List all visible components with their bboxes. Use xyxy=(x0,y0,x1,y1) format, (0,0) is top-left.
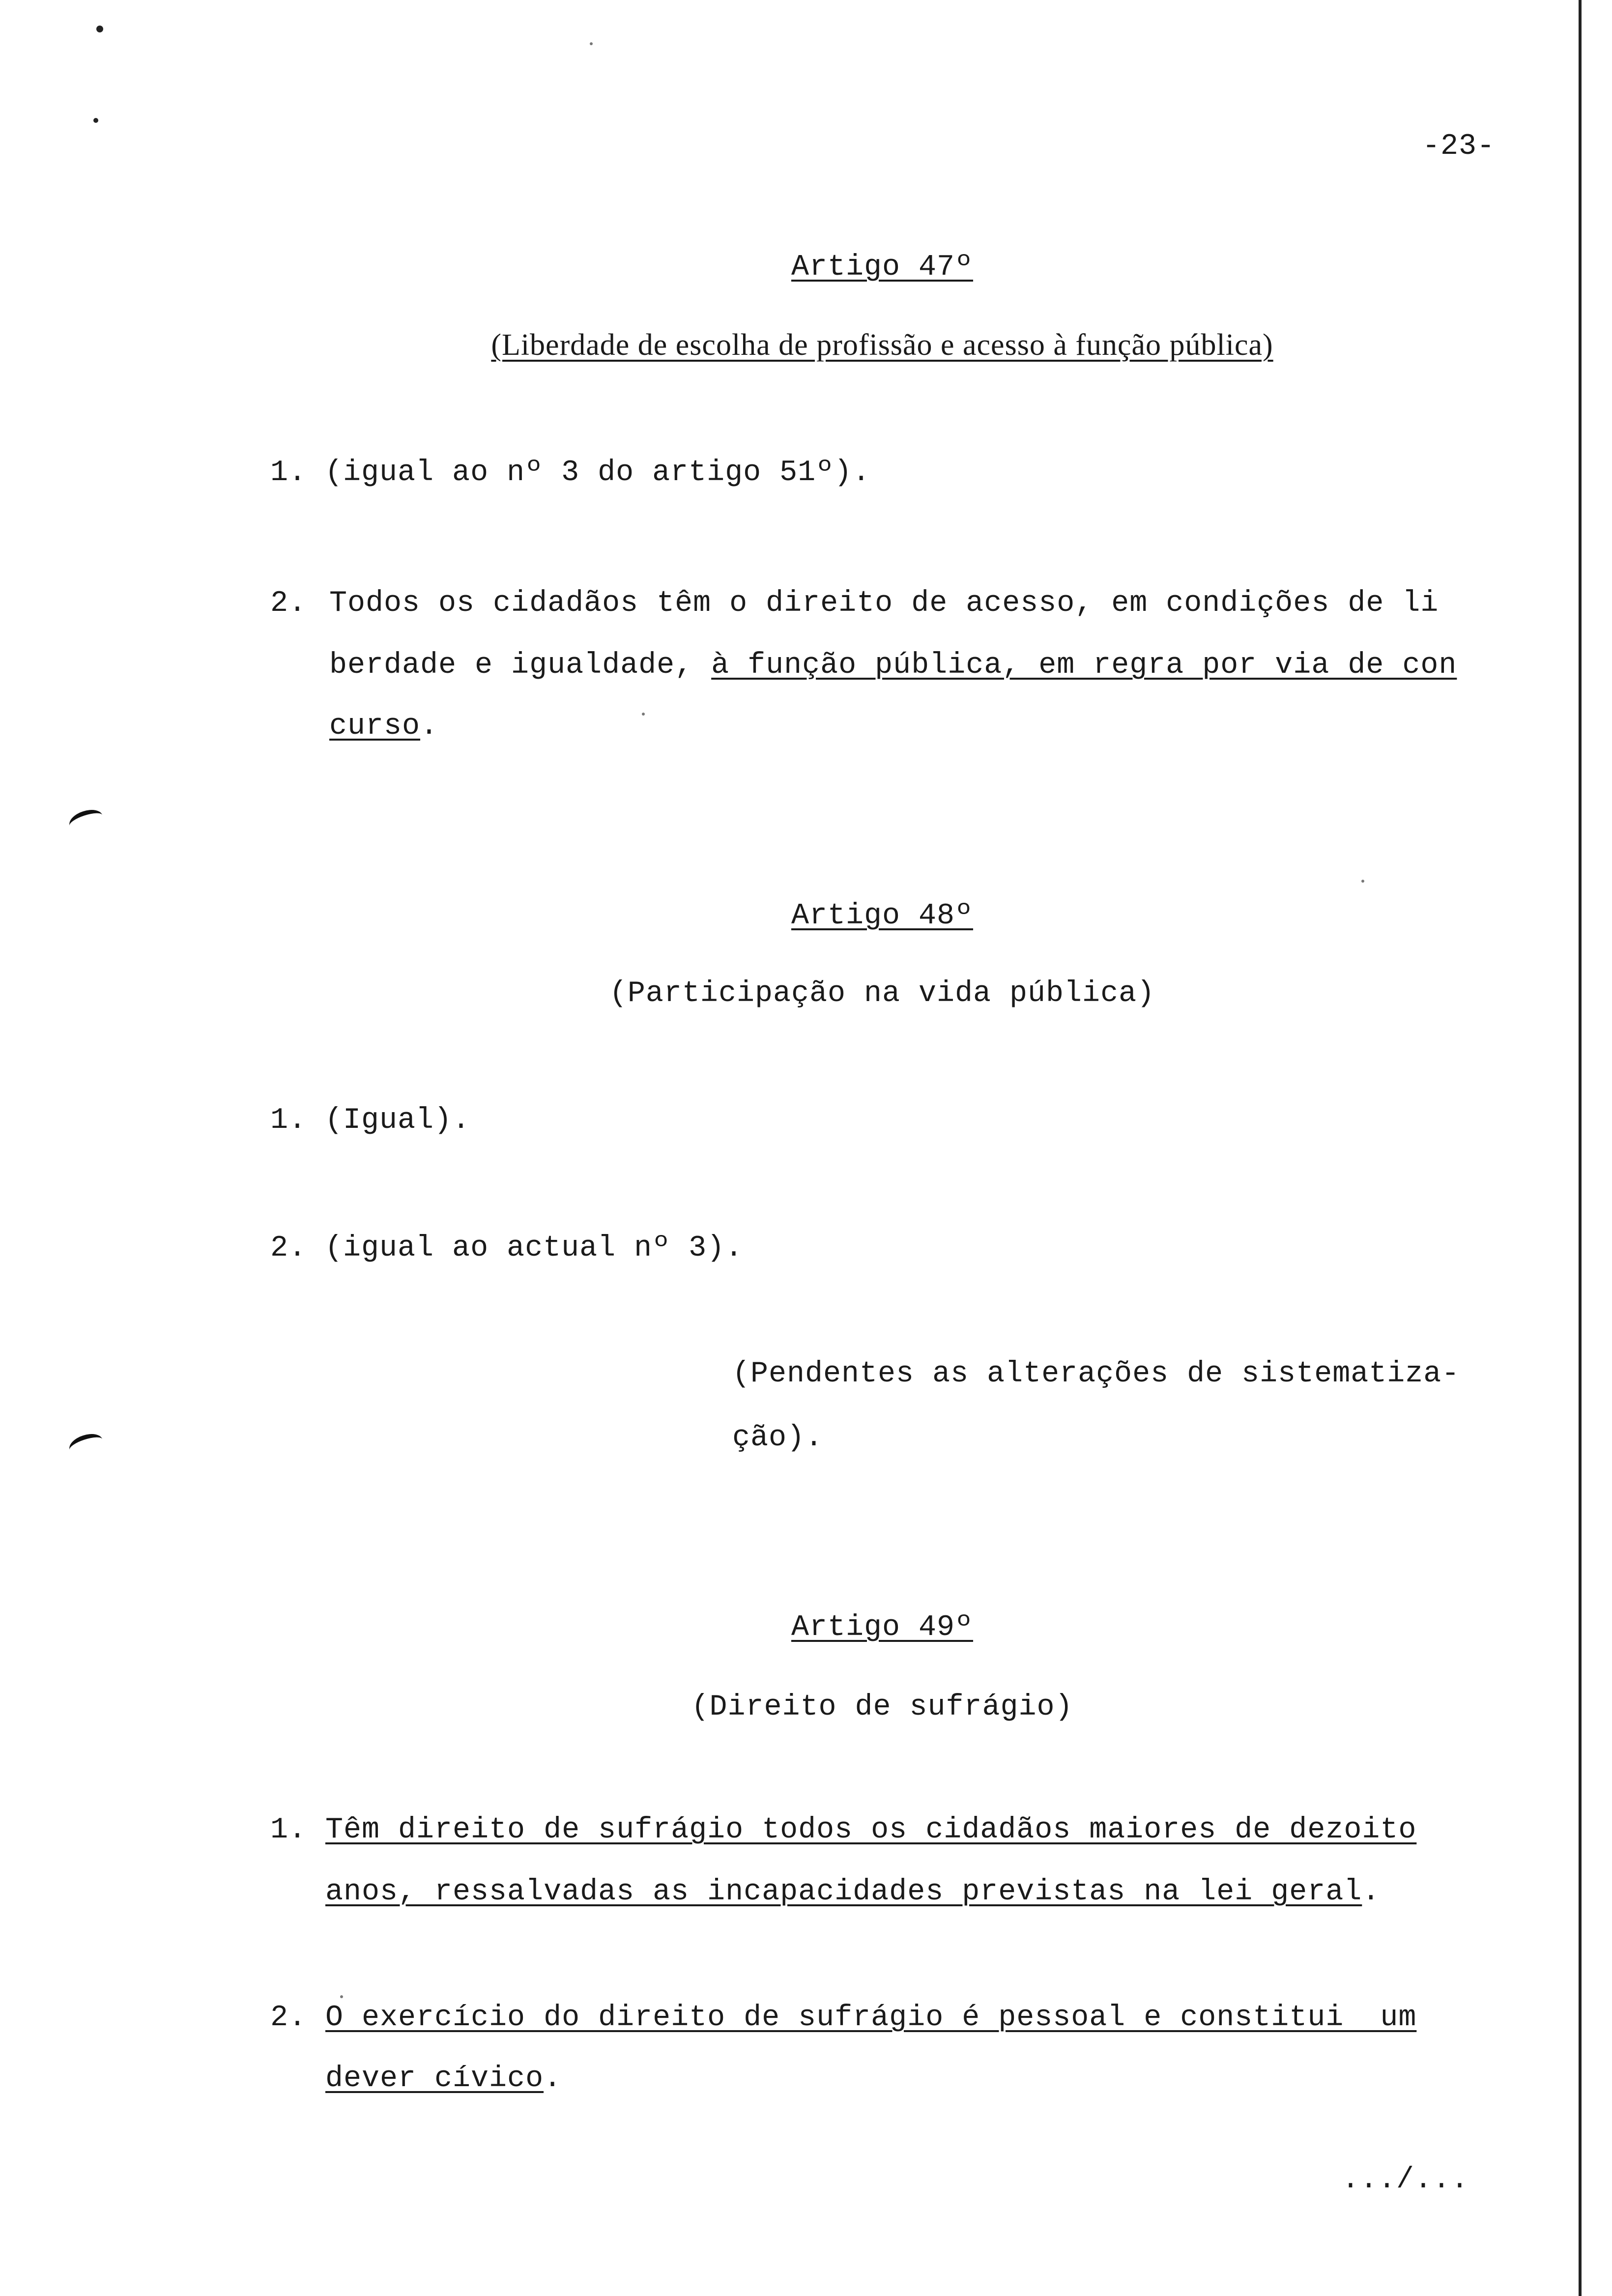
scan-speck xyxy=(590,42,593,45)
article-49-item-1-line-1: Têm direito de sufrágio todos os cidadãos maiores de dezoito xyxy=(325,1813,1417,1847)
article-48-note-line-2: ção). xyxy=(732,1421,824,1455)
scan-speck xyxy=(93,118,98,123)
article-48-item-2: 2. (igual ao actual nº 3). xyxy=(270,1232,744,1265)
article-49-item-2-line-1: O exercício do direito de sufrágio é pessoal e constitui um xyxy=(325,2001,1417,2035)
article-47-item-1: 1. (igual ao nº 3 do artigo 51º). xyxy=(270,456,871,489)
item-2-period: . xyxy=(544,2062,562,2095)
item-2-underlined-text: à função pública, em regra por via de con xyxy=(711,649,1457,682)
page-number: -23- xyxy=(1422,130,1496,163)
article-47-item-2-line-1: Todos os cidadãos têm o direito de acesso, em condições de li xyxy=(329,587,1439,620)
margin-bracket-mark xyxy=(67,1430,106,1459)
article-49-title: Artigo 49º xyxy=(791,1611,974,1644)
article-49-item-1-line-2 xyxy=(325,1874,1380,1910)
article-48-title: Artigo 48º xyxy=(791,899,974,933)
scan-speck xyxy=(642,713,645,716)
item-1-underlined-text: anos, ressalvadas as incapacidades previstas na lei geral xyxy=(325,1875,1362,1909)
article-49-subtitle: (Direito de sufrágio) xyxy=(691,1691,1073,1724)
article-47-title: Artigo 47º xyxy=(791,251,974,284)
article-49-item-2-line-2 xyxy=(325,2061,562,2096)
item-2-plain-text: berdade e igualdade, xyxy=(329,649,712,682)
article-49-item-1-number: 1. xyxy=(270,1813,307,1847)
article-47-item-2-line-3 xyxy=(329,709,438,744)
item-2-underlined-text: dever cívico xyxy=(325,2062,544,2095)
article-48-note-line-1: (Pendentes as alterações de sistematiza- xyxy=(732,1357,1460,1391)
page-edge-line xyxy=(1579,0,1582,2296)
article-48-item-1: 1. (Igual). xyxy=(270,1104,471,1137)
article-47-item-2-line-2 xyxy=(329,648,1457,683)
item-2-underlined-text: curso xyxy=(329,710,421,743)
article-47-item-2-number: 2. xyxy=(270,587,307,620)
scan-speck xyxy=(1361,880,1364,883)
article-48-subtitle: (Participação na vida pública) xyxy=(609,977,1155,1010)
article-47-subtitle: (Liberdade de escolha de profissão e acesso à função pública) xyxy=(491,328,1273,362)
scan-speck xyxy=(96,26,103,32)
margin-bracket-mark xyxy=(67,806,106,835)
item-2-period: . xyxy=(420,710,439,743)
article-49-item-2-number: 2. xyxy=(270,2001,307,2035)
continuation-mark: .../... xyxy=(1342,2163,1469,2197)
item-1-period: . xyxy=(1362,1875,1381,1909)
scan-speck xyxy=(340,1995,343,1998)
